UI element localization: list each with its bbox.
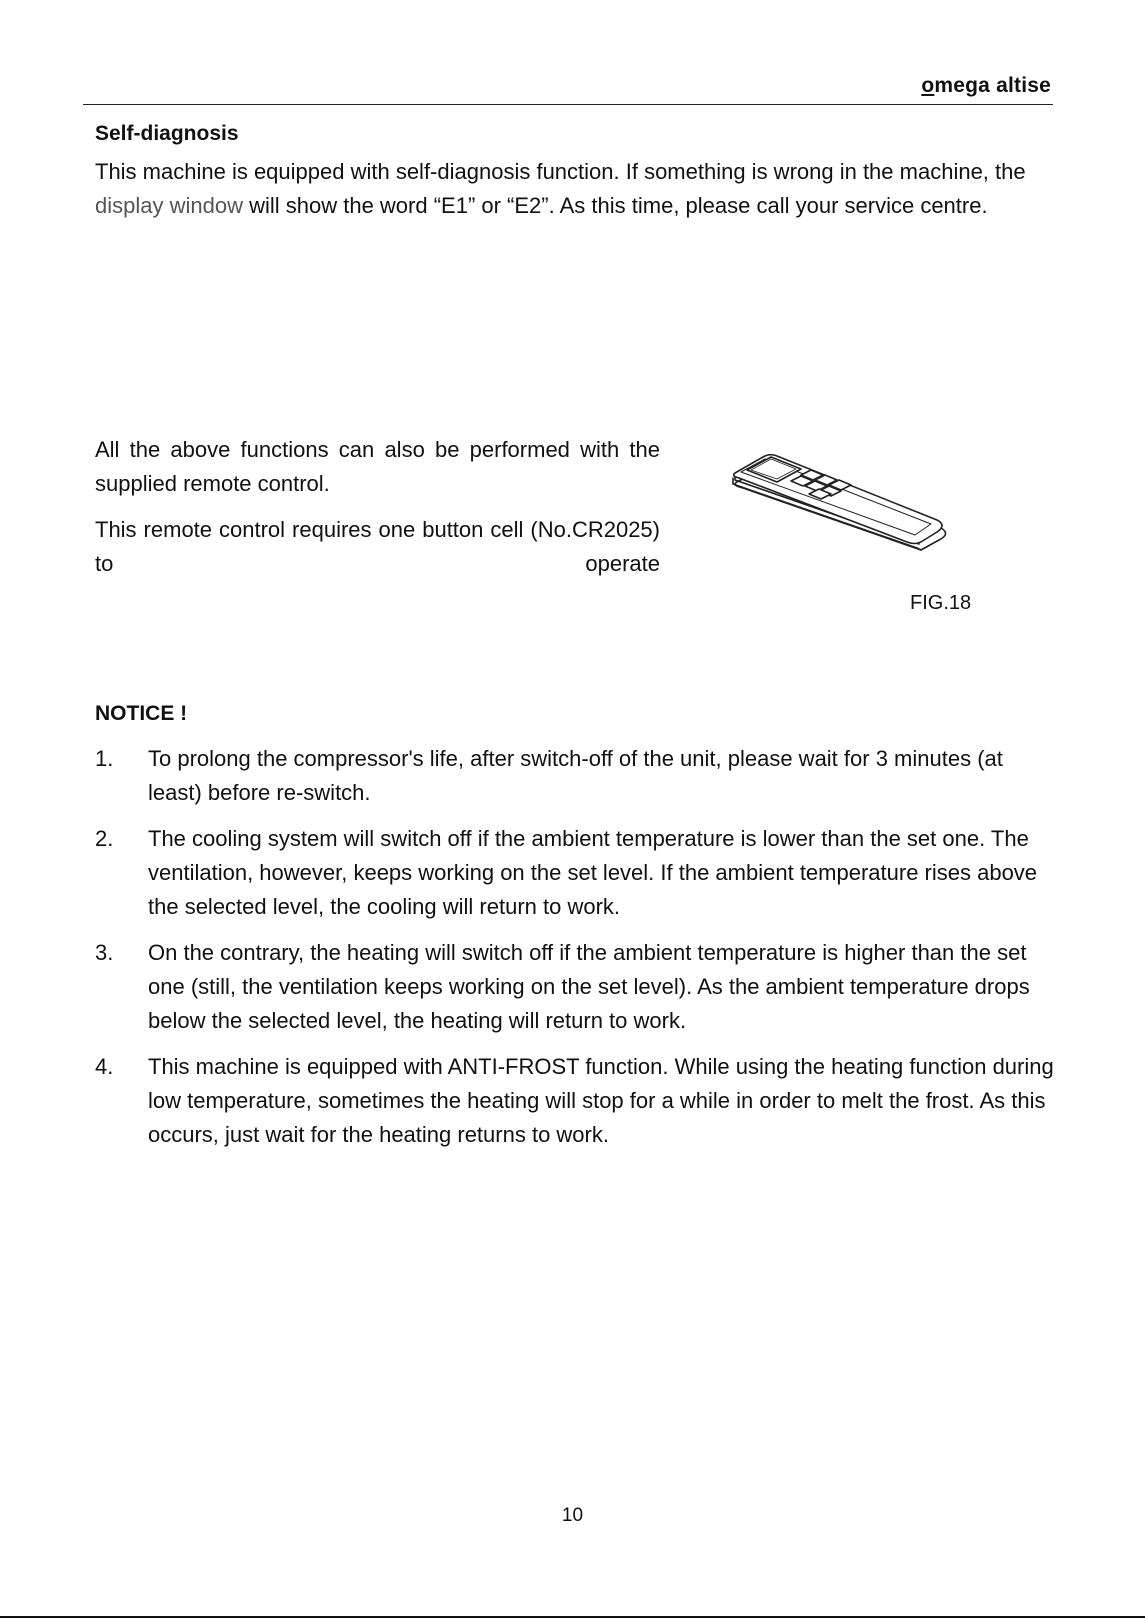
notice-item-number: 4.: [95, 1054, 114, 1079]
notice-item-text: On the contrary, the heating will switch off if the ambient temperature is higher than the set one (still, the ventilation keeps working on the set level). As the ambient temperature drops below the selected level, the heating will return to work.: [148, 940, 1030, 1033]
notice-item-text: To prolong the compressor's life, after switch-off of the unit, please wait for 3 minutes (at least) before re-switch.: [148, 746, 1003, 805]
remote-battery-paragraph: This remote control requires one button cell (No.CR2025) to operate: [95, 517, 660, 576]
notice-list: [95, 742, 1055, 1164]
brand-rest: mega altise: [934, 74, 1051, 97]
notice-item: [95, 936, 1055, 1038]
remote-functions-paragraph: All the above functions can also be performed with the supplied remote control.: [95, 437, 660, 496]
self-diagnosis-text-1: This machine is equipped with self-diagnosis function. If something is wrong in the machine, the: [95, 159, 1026, 184]
page-header: [83, 74, 1053, 105]
self-diagnosis-heading: Self-diagnosis: [95, 122, 239, 145]
notice-item-number: 2.: [95, 826, 114, 851]
notice-item: [95, 822, 1055, 924]
self-diagnosis-text-2: display window: [95, 193, 243, 218]
notice-item-number: 1.: [95, 746, 114, 771]
notice-heading: NOTICE !: [95, 702, 188, 725]
notice-item: [95, 1050, 1055, 1152]
notice-item-text: This machine is equipped with ANTI-FROST function. While using the heating function during low temperature, sometimes the heating will stop for a while in order to melt the frost. As this occurs, just wait for the heating returns to work.: [148, 1054, 1054, 1147]
page-number: 10: [561, 1505, 584, 1526]
notice-item-number: 3.: [95, 940, 114, 965]
self-diagnosis-paragraph: [95, 155, 1055, 223]
brand-logo: [921, 74, 1051, 98]
figure-caption: FIG.18: [910, 592, 972, 614]
notice-item: [95, 742, 1055, 810]
bottom-divider: [0, 1616, 1145, 1618]
remote-control-icon: [725, 440, 955, 565]
self-diagnosis-text-3: will show the word “E1” or “E2”. As this time, please call your service centre.: [242, 193, 988, 218]
brand-first-letter: o: [921, 74, 935, 97]
notice-item-text: The cooling system will switch off if the ambient temperature is lower than the set one. The ventilation, however, keeps working on the set level. If the ambient temperature rises above the selected level, the cooling will return to work.: [148, 826, 1038, 919]
